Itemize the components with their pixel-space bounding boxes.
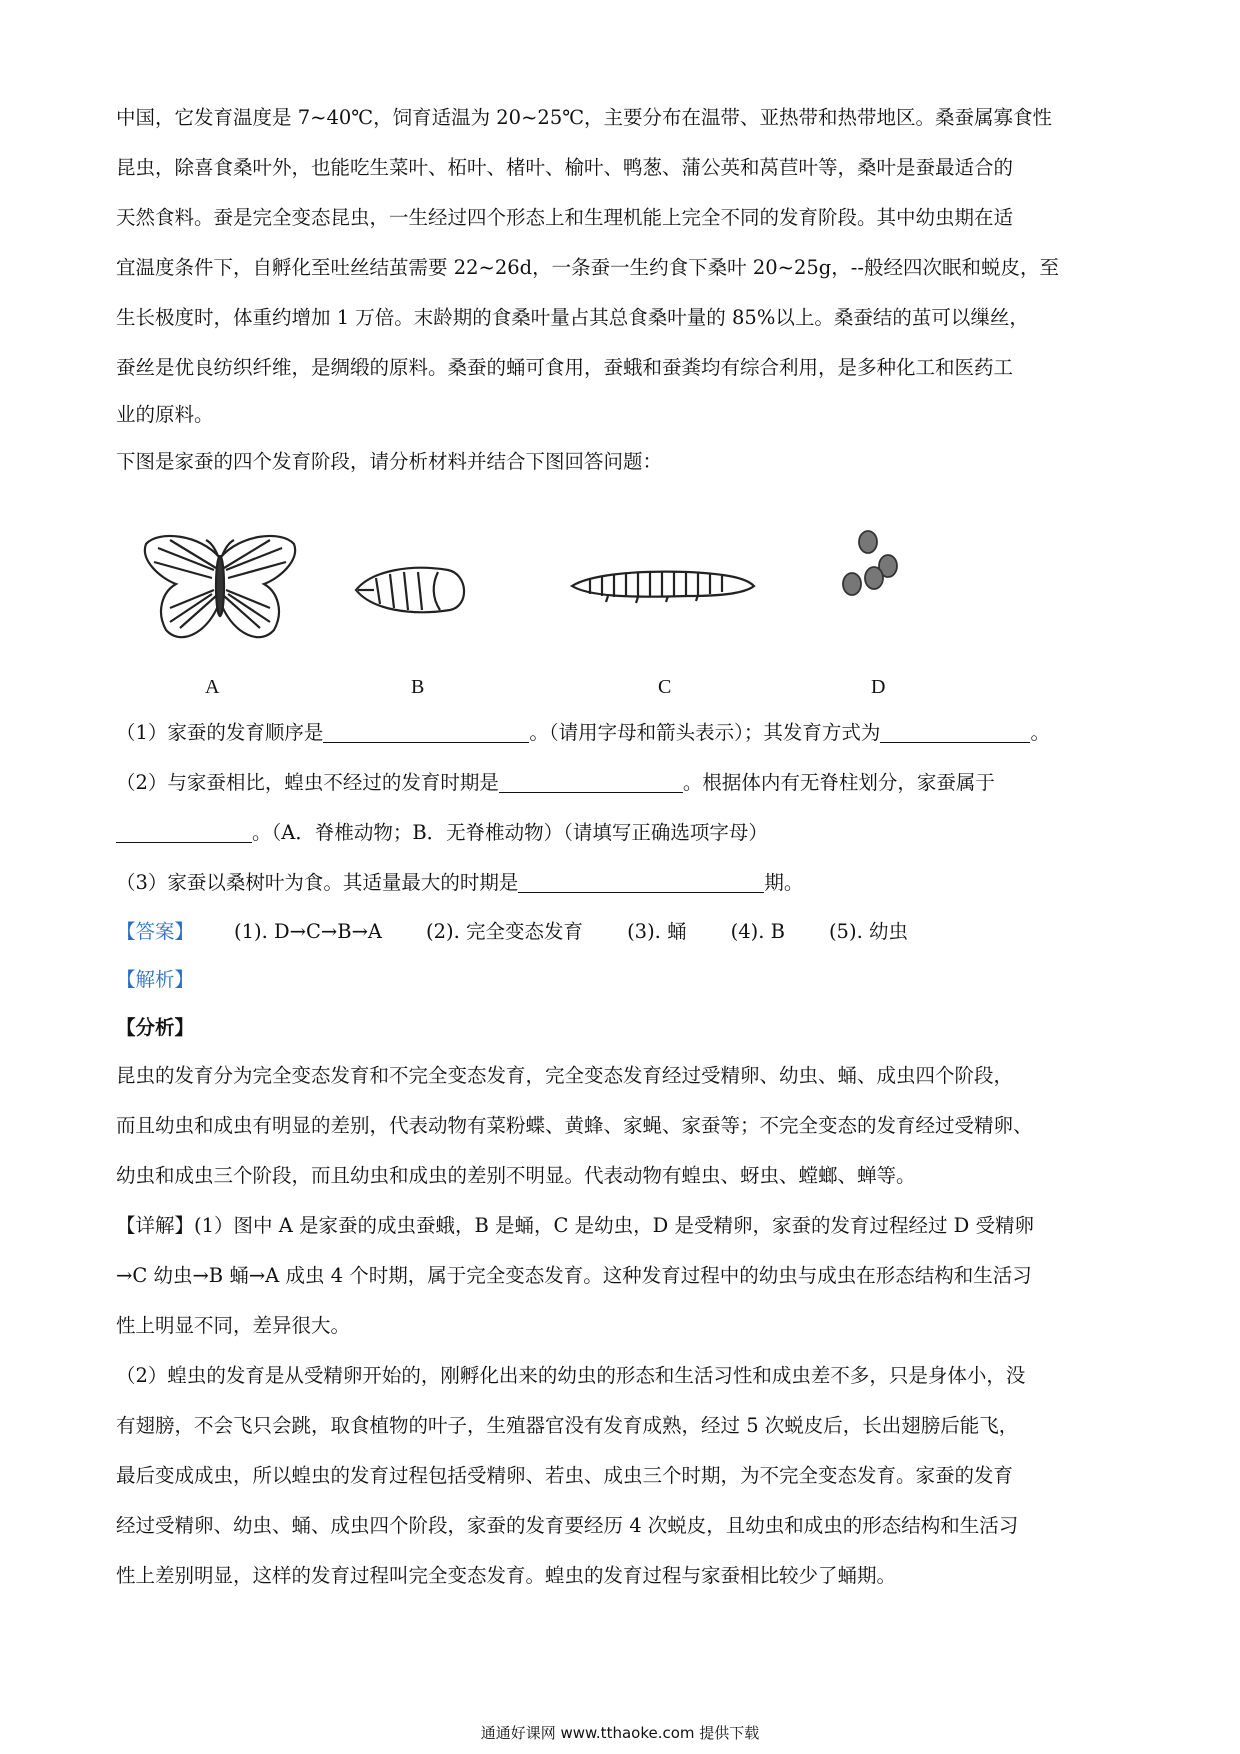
question-intro: 下图是家蚕的四个发育阶段，请分析材料并结合下图回答问题：	[116, 450, 663, 473]
text-line: 昆虫的发育分为完全变态发育和不完全变态发育，完全变态发育经过受精卵、幼虫、蛹、成虫四个阶段，	[116, 1064, 1014, 1087]
answer-item: (4). B	[730, 920, 785, 943]
answer-blank[interactable]	[116, 822, 252, 843]
eggs-illustration	[834, 528, 904, 608]
text-line: 蚕丝是优良纺织纤维，是绸缎的原料。桑蚕的蛹可食用，蚕蛾和蚕粪均有综合利用，是多种化工和医药工	[116, 356, 1014, 379]
text-line: 有翅膀，不会飞只会跳，取食植物的叶子，生殖器官没有发育成熟，经过 5 次蜕皮后，长出翅膀后能飞，	[116, 1414, 1019, 1437]
text-line: （2）蝗虫的发育是从受精卵开始的，刚孵化出来的幼虫的形态和生活习性和成虫差不多，只是身体小，没	[116, 1364, 1026, 1387]
page-footer: 通通好课网 www.tthaoke.com 提供下载	[480, 1724, 760, 1742]
answer-item: (1). D→C→B→A	[234, 920, 383, 943]
analysis-tag: 【解析】	[116, 968, 195, 991]
answer-item: (3). 蛹	[627, 920, 687, 943]
answer-blank[interactable]	[499, 772, 683, 793]
text-line: 昆虫，除喜食桑叶外，也能吃生菜叶、柘叶、楮叶、榆叶、鸭葱、蒲公英和莴苣叶等，桑叶是蚕最适合的	[116, 156, 1014, 179]
answer-item: (2). 完全变态发育	[426, 920, 584, 943]
answer-tag: 【答案】	[116, 920, 195, 943]
figure-label-a: A	[205, 676, 220, 698]
fenxi-tag: 【分析】	[116, 1016, 195, 1039]
text-line: 宜温度条件下，自孵化至吐丝结茧需要 22~26d，一条蚕一生约食下桑叶 20~25g，--般经四次眠和蜕皮，至	[116, 256, 1059, 279]
answer-blank[interactable]	[518, 872, 764, 893]
figure-label-c: C	[658, 676, 672, 698]
text-line: 生长极度时，体重约增加 1 万倍。末龄期的食桑叶量占其总食桑叶量的 85%以上。桑蚕结的茧可以缫丝，	[116, 306, 1029, 329]
question-2-cont: 。（A．脊椎动物；B．无脊椎动物）（请填写正确选项字母）	[116, 822, 1132, 843]
figure-label-b: B	[411, 676, 425, 698]
text-line: 最后变成成虫，所以蝗虫的发育过程包括受精卵、若虫、成虫三个时期，为不完全变态发育。家蚕的发育	[116, 1464, 1014, 1487]
question-1: （1）家蚕的发育顺序是 。（请用字母和箭头表示）；其发育方式为 。	[116, 721, 1050, 744]
moth-illustration	[140, 530, 300, 650]
question-2: （2）与家蚕相比，蝗虫不经过的发育时期是 。根据体内有无脊柱划分，家蚕属于	[116, 771, 995, 794]
answer-blank[interactable]	[323, 722, 529, 743]
answer-blank[interactable]	[880, 722, 1030, 743]
text-line: 经过受精卵、幼虫、蛹、成虫四个阶段，家蚕的发育要经历 4 次蜕皮，且幼虫和成虫的形态结构和生活习	[116, 1514, 1019, 1537]
text-line: →C 幼虫→B 蛹→A 成虫 4 个时期，属于完全变态发育。这种发育过程中的幼虫与成虫在形态结构和生活习	[116, 1264, 1032, 1287]
question-3: （3）家蚕以桑树叶为食。其适量最大的时期是 期。	[116, 871, 804, 894]
text-line: 中国，它发育温度是 7~40℃，饲育适温为 20~25℃，主要分布在温带、亚热带和热带地区。桑蚕属寡食性	[116, 106, 1053, 129]
text-line: 【详解】(1）图中 A 是家蚕的成虫蚕蛾，B 是蛹，C 是幼虫，D 是受精卵，家蚕的发育过程经过 D 受精卵	[116, 1214, 1035, 1237]
text-line: 天然食料。蚕是完全变态昆虫，一生经过四个形态上和生理机能上完全不同的发育阶段。其中幼虫期在适	[116, 206, 1014, 229]
pupa-illustration	[352, 560, 472, 620]
text-line: 性上差别明显，这样的发育过程叫完全变态发育。蝗虫的发育过程与家蚕相比较少了蛹期。	[116, 1564, 897, 1587]
text-line: 业的原料。	[116, 403, 214, 426]
answer-item: (5). 幼虫	[828, 920, 908, 943]
text-line: 而且幼虫和成虫有明显的差别，代表动物有菜粉蝶、黄蜂、家蝇、家蚕等；不完全变态的发育经过受精卵、	[116, 1114, 1033, 1137]
answer-line	[116, 922, 1132, 942]
figure-label-d: D	[871, 676, 886, 698]
text-line: 性上明显不同，差异很大。	[116, 1314, 351, 1337]
larva-illustration	[568, 560, 758, 610]
text-line: 幼虫和成虫三个阶段，而且幼虫和成虫的差别不明显。代表动物有蝗虫、蚜虫、螳螂、蝉等。	[116, 1164, 916, 1187]
